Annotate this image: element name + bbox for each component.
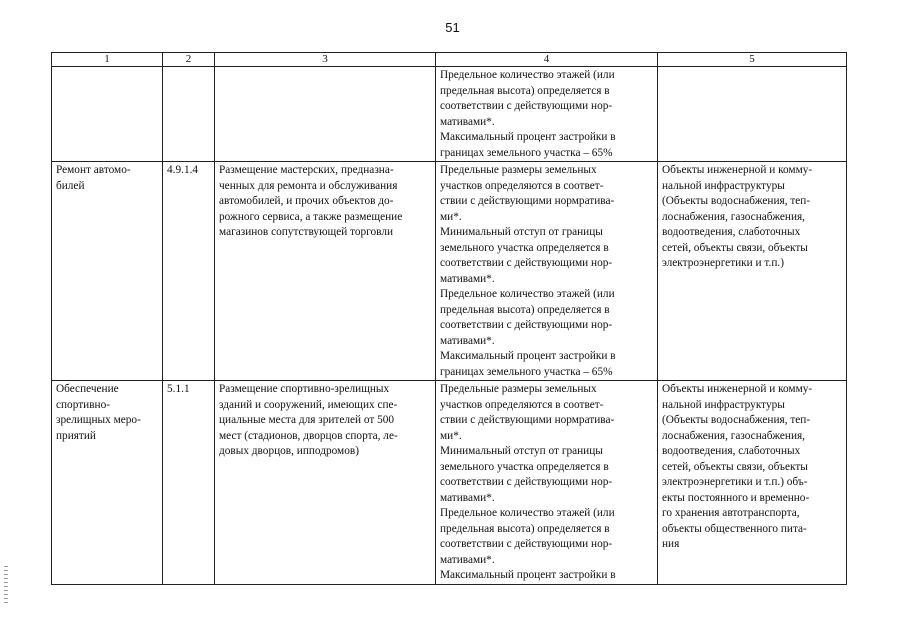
header-col-1: 1: [52, 53, 163, 67]
text-line: Объекты инженерной и комму-: [662, 383, 813, 395]
text-line: соответствии с действующими нор-: [440, 476, 613, 488]
header-col-4: 4: [436, 53, 658, 67]
text-line: спортивно-: [56, 398, 110, 411]
text-line: сетей, объекты связи, объекты: [662, 241, 808, 254]
cell-parameters: [436, 67, 658, 162]
text-line: екты постоянного и временно-: [662, 491, 810, 504]
text-line: Размещение спортивно-зрелищных: [219, 383, 390, 395]
text-line: магазинов сопутствующей торговли: [219, 226, 394, 238]
text-line: соответствии с действующими нор-: [440, 319, 613, 331]
text-line: 5.1.1: [167, 383, 190, 395]
text-line: Размещение мастерских, предназна-: [219, 164, 394, 176]
table-row-car-repair: [52, 162, 847, 381]
cell-parameters: [436, 381, 658, 585]
cell-use-code: [163, 162, 215, 381]
scan-artifact-marks: [4, 566, 8, 606]
land-use-table: [51, 52, 847, 585]
text-line: Предельное количество этажей (или: [440, 288, 615, 300]
text-line: сетей, объекты связи, объекты: [662, 460, 808, 473]
text-line: Объекты инженерной и комму-: [662, 164, 813, 176]
page-number: 51: [445, 20, 460, 35]
text-line: соответствии с действующими нор-: [440, 257, 613, 269]
text-line: ствии с действующими нормратива-: [440, 414, 615, 426]
header-col-5: 5: [658, 53, 847, 67]
cell-use-code: [163, 381, 215, 585]
text-line: ченных для ремонта и обслуживания: [219, 179, 398, 192]
text-line: предельная высота) определяется в: [440, 84, 610, 97]
text-line: автомобилей, и прочих объектов до-: [219, 195, 394, 207]
text-line: мативами*.: [440, 553, 495, 566]
text-line: мативами*.: [440, 491, 495, 504]
header-col-2: 2: [163, 53, 215, 67]
text-line: Максимальный процент застройки в: [440, 131, 616, 143]
text-line: рожного сервиса, а также размещение: [219, 210, 403, 223]
cell-use-code: [163, 67, 215, 162]
text-line: (Объекты водоснабжения, теп-: [662, 414, 811, 426]
header-col-3: 3: [215, 53, 436, 67]
text-line: Максимальный процент застройки в: [440, 350, 616, 362]
text-line: Максимальный процент застройки в: [440, 569, 616, 581]
text-line: лоснабжения, газоснабжения,: [662, 210, 806, 223]
text-line: зданий и сооружений, имеющих спе-: [219, 398, 398, 411]
text-line: соответствии с действующими нор-: [440, 538, 613, 550]
cell-auxiliary-objects: [658, 381, 847, 585]
text-line: Предельное количество этажей (или: [440, 69, 615, 81]
cell-use-description: [215, 381, 436, 585]
cell-parameters: [436, 162, 658, 381]
text-line: объекты общественного пита-: [662, 522, 807, 535]
text-line: ми*.: [440, 210, 462, 223]
text-line: водоотведения, слаботочных: [662, 226, 801, 238]
text-line: границах земельного участка – 65%: [440, 365, 613, 378]
text-line: приятий: [56, 429, 96, 442]
text-line: предельная высота) определяется в: [440, 303, 610, 316]
text-line: земельного участка определяется в: [440, 241, 609, 254]
cell-auxiliary-objects: [658, 67, 847, 162]
text-line: мативами*.: [440, 334, 495, 347]
text-line: нальной инфраструктуры: [662, 398, 785, 411]
text-line: участков определяются в соответ-: [440, 179, 604, 192]
cell-use-description: [215, 67, 436, 162]
cell-use-name: [52, 162, 163, 381]
cell-use-name: [52, 67, 163, 162]
text-line: мативами*.: [440, 115, 495, 128]
text-line: водоотведения, слаботочных: [662, 445, 801, 457]
header-row: [52, 53, 847, 67]
text-line: соответствии с действующими нор-: [440, 100, 613, 112]
text-line: 4.9.1.4: [167, 164, 199, 176]
text-line: Предельное количество этажей (или: [440, 507, 615, 519]
cell-use-name: [52, 381, 163, 585]
text-line: Обеспечение: [56, 383, 119, 395]
text-line: электроэнергетики и т.п.) объ-: [662, 476, 808, 488]
text-line: предельная высота) определяется в: [440, 522, 610, 535]
text-line: ния: [662, 538, 680, 550]
text-line: участков определяются в соответ-: [440, 398, 604, 411]
text-line: мест (стадионов, дворцов спорта, ле-: [219, 429, 398, 442]
table-row-continuation: [52, 67, 847, 162]
text-line: лоснабжения, газоснабжения,: [662, 429, 806, 442]
text-line: го хранения автотранспорта,: [662, 507, 800, 519]
text-line: границах земельного участка – 65%: [440, 146, 613, 159]
cell-auxiliary-objects: [658, 162, 847, 381]
text-line: зрелищных меро-: [56, 414, 141, 426]
text-line: Минимальный отступ от границы: [440, 445, 603, 457]
text-line: довых дворцов, ипподромов): [219, 445, 359, 457]
text-line: билей: [56, 179, 85, 192]
text-line: Ремонт автомо-: [56, 164, 131, 176]
text-line: (Объекты водоснабжения, теп-: [662, 195, 811, 207]
text-line: земельного участка определяется в: [440, 460, 609, 473]
text-line: циальные места для зрителей от 500: [219, 414, 395, 426]
text-line: Минимальный отступ от границы: [440, 226, 603, 238]
text-line: мативами*.: [440, 272, 495, 285]
text-line: нальной инфраструктуры: [662, 179, 785, 192]
text-line: Предельные размеры земельных: [440, 164, 597, 176]
text-line: Предельные размеры земельных: [440, 383, 597, 395]
text-line: ми*.: [440, 429, 462, 442]
cell-use-description: [215, 162, 436, 381]
text-line: ствии с действующими нормратива-: [440, 195, 615, 207]
text-line: электроэнергетики и т.п.): [662, 257, 784, 269]
table-row-sports-events: [52, 381, 847, 585]
